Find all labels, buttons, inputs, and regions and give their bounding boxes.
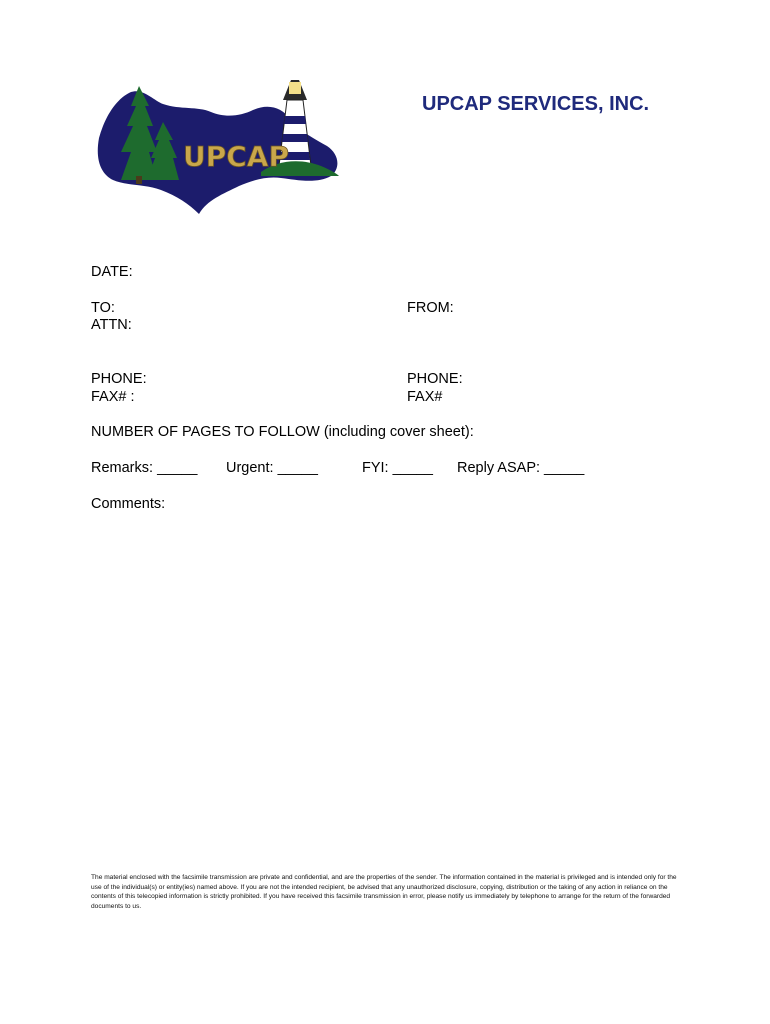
from-label: FROM: <box>407 300 454 316</box>
attn-label: ATTN: <box>91 317 132 333</box>
fax-label-to: FAX# : <box>91 389 135 405</box>
comments-label: Comments: <box>91 496 166 512</box>
fyi-field: FYI: _____ <box>362 460 433 476</box>
date-label: DATE: <box>91 264 133 280</box>
phone-label-to: PHONE: <box>91 371 147 387</box>
to-label: TO: <box>91 300 115 316</box>
phone-label-from: PHONE: <box>407 371 463 387</box>
confidentiality-disclaimer: The material enclosed with the facsimile transmission are private and confidential, and are the properties of the sender. The information contained in the material is privileged and is intended only for the use of the individual(s) or entity(ies) named above. If you are not the intended recipient, be advised that any unauthorized disclosure, copying, distribution or the taking of any action in reliance on the contents of this telecopied information is strictly prohibited. If you have received this facsimile transmission in error, please notify us immediately by telephone to arrange for the return of the forwarded documents to us. <box>91 874 677 910</box>
remarks-field: Remarks: _____ <box>91 460 198 476</box>
fax-label-from: FAX# <box>407 389 443 405</box>
logo-text: UPCAP <box>183 140 289 173</box>
upcap-logo <box>91 76 343 216</box>
reply-asap-field: Reply ASAP: _____ <box>457 460 585 476</box>
urgent-field: Urgent: _____ <box>226 460 318 476</box>
upcap-logo-graphic <box>91 76 343 216</box>
pages-label: NUMBER OF PAGES TO FOLLOW (including cover sheet): <box>91 424 474 440</box>
company-name: UPCAP SERVICES, INC. <box>422 93 650 115</box>
